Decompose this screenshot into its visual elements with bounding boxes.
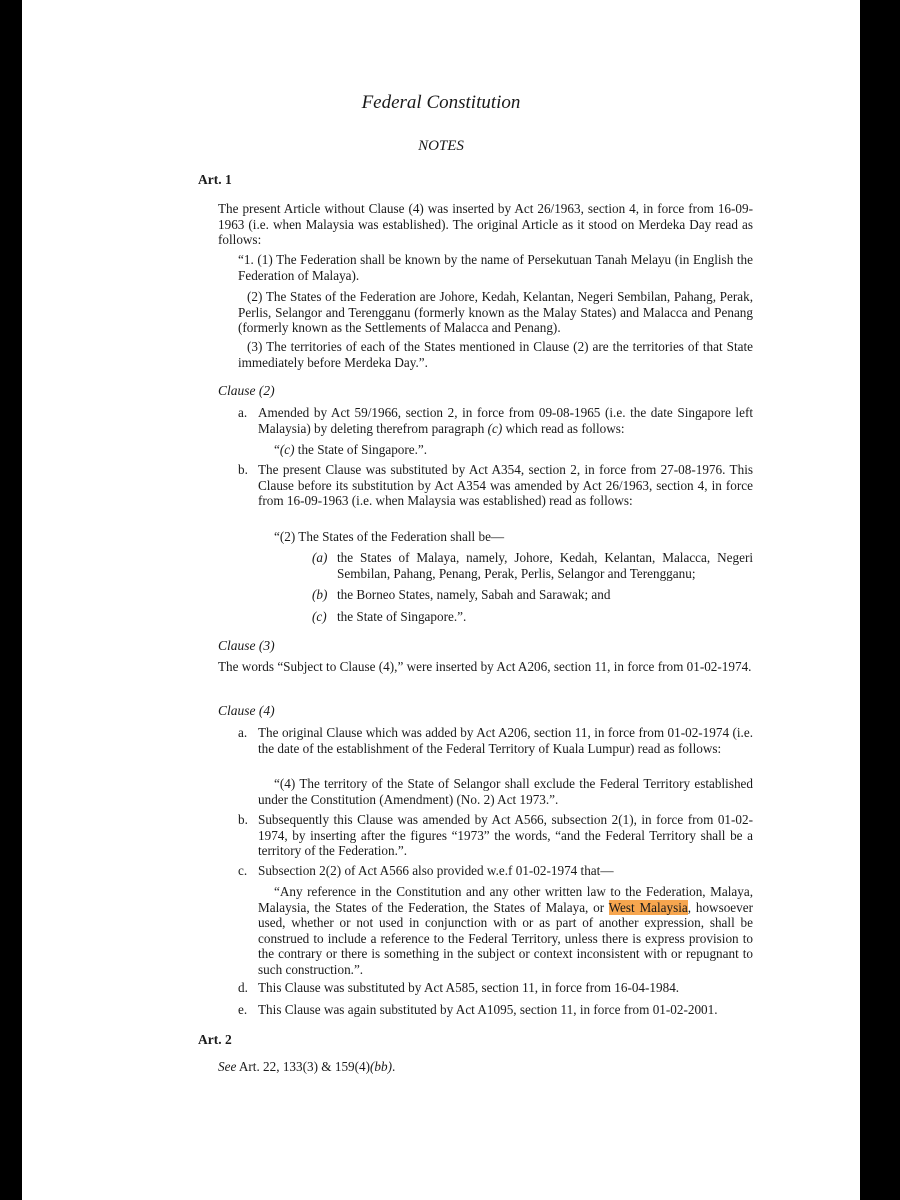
art1-intro: The present Article without Clause (4) was inserted by Act 26/1963, section 4, in force from 16-09-1963 (i.e. when Malaysia was established). The original Article as it stood on Merdeka Day read as follows:	[218, 201, 753, 248]
art1-quote-2: (2) The States of the Federation are Johore, Kedah, Kelantan, Negeri Sembilan, Pahang, Perak, Perlis, Selangor and Terengganu (formerly known as the Malay States) and Malacca and Penang (formerly known as the Settlements of Malacca and Penang).	[238, 289, 753, 336]
search-highlight: West Malaysia	[608, 899, 688, 915]
clause2-a-text: Amended by Act 59/1966, section 2, in force from 09-08-1965 (i.e. the date Singapore left Malaysia) by deleting therefrom paragraph (c) which read as follows:	[258, 405, 753, 436]
clause2-item-b-label: (b)	[312, 587, 328, 602]
clause4-a-quote: “(4) The territory of the State of Selangor shall exclude the Federal Territory established under the Constitution (Amendment) (No. 2) Act 1973.”.	[258, 776, 753, 807]
clause3-heading: Clause (3)	[218, 638, 275, 653]
clause2-item-a-text: the States of Malaya, namely, Johore, Kedah, Kelantan, Malacca, Negeri Sembilan, Pahang, Penang, Perak, Perlis, Selangor and Terengganu;	[337, 550, 753, 581]
clause4-b-text: Subsequently this Clause was amended by Act A566, subsection 2(1), in force from 01-02-1974, by inserting after the figures “1973” the words, “and the Federal Territory shall be a territory of the Federation.”.	[258, 812, 753, 859]
clause4-c-quote: “Any reference in the Constitution and any other written law to the Federation, Malaya, Malaysia, the States of the Federation, the States of Malaya, or West Malaysia, howsoever used, whether or not used in conjunction with or as part of another expression, shall be construed to include a reference to the Federal Territory, unless there is express provision to the contrary or there is something in the subject or context inconsistent with or repugnant to such construction.”.	[258, 884, 753, 977]
art2-text: See Art. 22, 133(3) & 159(4)(bb).	[218, 1059, 396, 1074]
clause4-e-letter: e.	[238, 1002, 248, 1017]
clause4-d-letter: d.	[238, 980, 248, 995]
clause2-item-c-text: the State of Singapore.”.	[337, 609, 467, 624]
art2-heading: Art. 2	[198, 1032, 232, 1047]
clause4-c-letter: c.	[238, 863, 248, 878]
clause2-item-b-text: the Borneo States, namely, Sabah and Sarawak; and	[337, 587, 611, 602]
clause2-b-text: The present Clause was substituted by Act A354, section 2, in force from 27-08-1976. This Clause before its substitution by Act A354 was amended by Act 26/1963, section 4, in force from 16-09-1963 (i.e. when Malaysia was established) read as follows:	[258, 462, 753, 509]
notes-heading: NOTES	[418, 138, 464, 154]
clause2-item-c-label: (c)	[312, 609, 327, 624]
clause2-item-a-label: (a)	[312, 550, 328, 565]
clause2-a-letter: a.	[238, 405, 248, 420]
clause3-text: The words “Subject to Clause (4),” were inserted by Act A206, section 11, in force from 01-02-1974.	[218, 659, 752, 674]
page-title: Federal Constitution	[361, 92, 521, 113]
clause4-a-letter: a.	[238, 725, 248, 740]
clause2-heading: Clause (2)	[218, 383, 275, 398]
document-page	[22, 0, 860, 1200]
clause4-d-text: This Clause was substituted by Act A585, section 11, in force from 16-04-1984.	[258, 980, 680, 995]
art1-heading: Art. 1	[198, 172, 232, 187]
clause4-e-text: This Clause was again substituted by Act A1095, section 11, in force from 01-02-2001.	[258, 1002, 718, 1017]
clause2-a-quote: “(c) the State of Singapore.”.	[274, 442, 428, 457]
clause4-heading: Clause (4)	[218, 703, 275, 718]
clause4-c-text: Subsection 2(2) of Act A566 also provided w.e.f 01-02-1974 that—	[258, 863, 614, 878]
clause4-a-text: The original Clause which was added by Act A206, section 11, in force from 01-02-1974 (i.e. the date of the establishment of the Federal Territory of Kuala Lumpur) read as follows:	[258, 725, 753, 756]
clause2-b-quote: “(2) The States of the Federation shall be—	[274, 529, 505, 544]
clause2-b-letter: b.	[238, 462, 248, 477]
art1-quote-1: “1. (1) The Federation shall be known by the name of Persekutuan Tanah Melayu (in English the Federation of Malaya).	[238, 252, 753, 283]
art1-quote-3: (3) The territories of each of the States mentioned in Clause (2) are the territories of that State immediately before Merdeka Day.”.	[238, 339, 753, 370]
clause4-b-letter: b.	[238, 812, 248, 827]
